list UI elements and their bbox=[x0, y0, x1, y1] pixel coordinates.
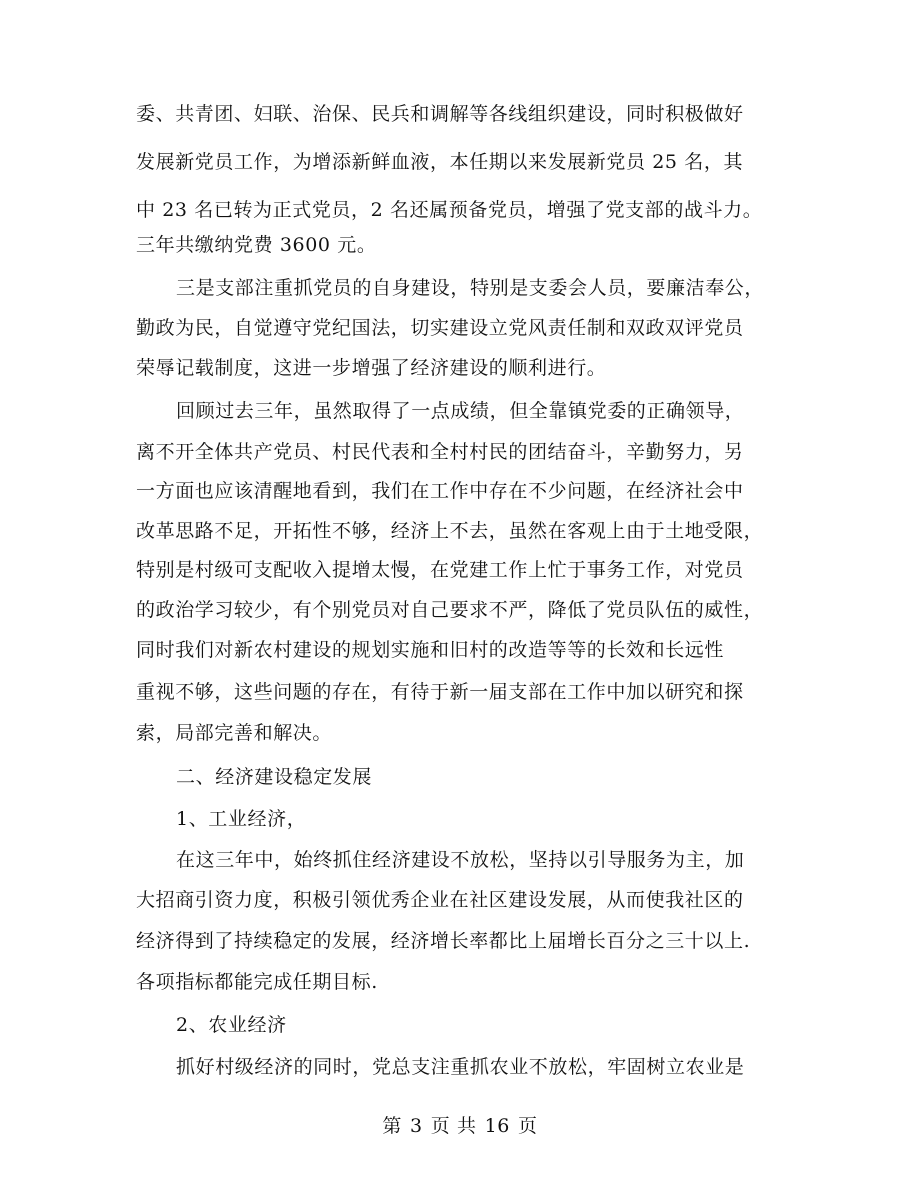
text-line: 改革思路不足，开拓性不够，经济上不去，虽然在客观上由于土地受限， bbox=[136, 520, 764, 542]
text-line: 回顾过去三年，虽然取得了一点成绩，但全靠镇党委的正确领导， bbox=[176, 400, 745, 422]
subheading: 2、农业经济 bbox=[176, 1014, 287, 1036]
text-line: 荣辱记载制度，这进一步增强了经济建设的顺利进行。 bbox=[136, 357, 607, 379]
text-line: 重视不够，这些问题的存在，有待于新一届支部在工作中加以研究和探 bbox=[136, 681, 744, 703]
text-line: 三年共缴纳党费 3600 元。 bbox=[136, 234, 377, 256]
text-line: 同时我们对新农村建设的规划实施和旧村的改造等等的长效和长远性 bbox=[136, 639, 725, 661]
section-heading: 二、经济建设稳定发展 bbox=[176, 766, 373, 788]
text-line: 中 23 名已转为正式党员，2 名还属预备党员，增强了党支部的战斗力。 bbox=[136, 199, 763, 221]
text-line: 各项指标都能完成任期目标. bbox=[136, 971, 378, 993]
text-line: 在这三年中，始终抓住经济建设不放松，坚持以引导服务为主，加 bbox=[176, 849, 745, 871]
text-line: 一方面也应该清醒地看到，我们在工作中存在不少问题，在经济社会中 bbox=[136, 480, 744, 502]
text-line: 委、共青团、妇联、治保、民兵和调解等各线组织建设，同时积极做好 bbox=[136, 103, 744, 125]
footer-total-pages: 16 bbox=[484, 1115, 510, 1137]
footer-prefix: 第 bbox=[382, 1115, 403, 1137]
page-footer bbox=[0, 1114, 920, 1138]
text-line: 特别是村级可支配收入提增太慢，在党建工作上忙于事务工作，对党员 bbox=[136, 559, 744, 581]
text-line: 大招商引资力度，积极引领优秀企业在社区建设发展，从而使我社区的 bbox=[136, 889, 744, 911]
subheading: 1、工业经济， bbox=[176, 808, 307, 830]
text-line: 勤政为民，自觉遵守党纪国法，切实建设立党风责任制和双政双评党员 bbox=[136, 317, 744, 339]
footer-page-number: 3 bbox=[410, 1115, 423, 1137]
footer-middle: 页 共 bbox=[430, 1115, 477, 1137]
text-line: 发展新党员工作，为增添新鲜血液，本任期以来发展新党员 25 名，其 bbox=[136, 151, 744, 173]
text-line: 索，局部完善和解决。 bbox=[136, 722, 333, 744]
text-line: 三是支部注重抓党员的自身建设，特别是支委会人员，要廉洁奉公， bbox=[176, 277, 765, 299]
text-line: 的政治学习较少，有个别党员对自己要求不严，降低了党员队伍的威性， bbox=[136, 599, 764, 621]
text-line: 经济得到了持续稳定的发展，经济增长率都比上届增长百分之三十以上. bbox=[136, 930, 751, 952]
text-line: 离不开全体共产党员、村民代表和全村村民的团结奋斗，辛勤努力，另 bbox=[136, 441, 744, 463]
footer-suffix: 页 bbox=[517, 1115, 538, 1137]
text-line: 抓好村级经济的同时，党总支注重抓农业不放松，牢固树立农业是 bbox=[176, 1056, 745, 1078]
